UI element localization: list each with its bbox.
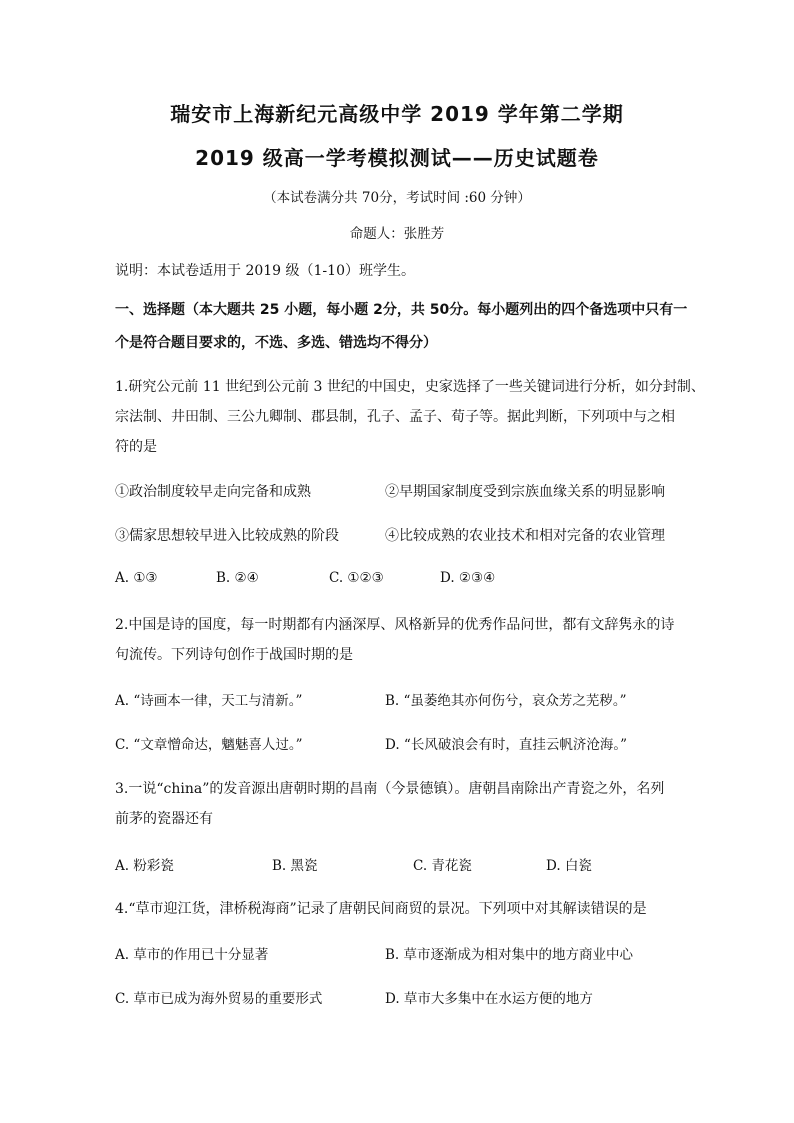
- q2-option-d: D. “长风破浪会有时，直挂云帆济沧海。”: [385, 737, 627, 753]
- q1-option-d: D. ②③④: [440, 570, 496, 586]
- q4-stem-line1: 4.“草市迎江货，津桥税海商”记录了唐朝民间商贸的景况。下列项中对其解读错误的是: [115, 901, 647, 917]
- q3-option-a: A. 粉彩瓷: [115, 858, 174, 874]
- q2-option-c: C. “文章憎命达，魑魅喜人过。”: [115, 737, 303, 753]
- q3-stem-line1: 3.一说“china”的发音源出唐朝时期的昌南（今景德镇）。唐朝昌南除出产青瓷之外，名列: [115, 781, 665, 797]
- q1-stem-line2: 宗法制、井田制、三公九卿制、郡县制，孔子、孟子、荀子等。据此判断，下列项中与之相: [115, 409, 675, 425]
- q1-option-a: A. ①③: [115, 570, 158, 586]
- exam-note: 说明：本试卷适用于 2019 级（1-10）班学生。: [115, 263, 415, 279]
- q1-option-b: B. ②④: [216, 570, 259, 586]
- q1-statement-1: ①政治制度较早走向完备和成熟: [115, 484, 311, 500]
- q1-statement-2: ②早期国家制度受到宗族血缘关系的明显影响: [385, 484, 665, 500]
- q2-option-b: B. “虽萎绝其亦何伤兮，哀众芳之芜秽。”: [385, 693, 627, 709]
- section-heading-line2: 个是符合题目要求的，不选、多选、错选均不得分）: [115, 335, 437, 351]
- q2-option-a: A. “诗画本一律，天工与清新。”: [115, 693, 303, 709]
- exam-info: （本试卷满分共 70分，考试时间 :60 分钟）: [263, 190, 531, 206]
- q4-option-b: B. 草市逐渐成为相对集中的地方商业中心: [385, 947, 634, 963]
- q4-option-d: D. 草市大多集中在水运方便的地方: [385, 991, 593, 1007]
- q1-stem-line1: 1.研究公元前 11 世纪到公元前 3 世纪的中国史，史家选择了一些关键词进行分析，如分封制、: [115, 379, 705, 395]
- q2-stem-line2: 句流传。下列诗句创作于战国时期的是: [115, 647, 353, 663]
- q1-option-c: C. ①②③: [329, 570, 384, 586]
- q3-option-d: D. 白瓷: [546, 858, 592, 874]
- q4-option-c: C. 草市已成为海外贸易的重要形式: [115, 991, 323, 1007]
- q3-stem-line2: 前茅的瓷器还有: [115, 811, 213, 827]
- q1-statement-4: ④比较成熟的农业技术和相对完备的农业管理: [385, 528, 665, 544]
- exam-author: 命题人：张胜芳: [349, 226, 445, 242]
- q3-option-b: B. 黑瓷: [272, 858, 318, 874]
- section-heading-line1: 一、选择题（本大题共 25 小题，每小题 2分，共 50分。每小题列出的四个备选项中只有一: [115, 302, 688, 318]
- q1-statement-3: ③儒家思想较早进入比较成熟的阶段: [115, 528, 339, 544]
- q2-stem-line1: 2.中国是诗的国度，每一时期都有内涵深厚、风格新异的优秀作品问世，都有文辞隽永的诗: [115, 617, 675, 633]
- q4-option-a: A. 草市的作用已十分显著: [115, 947, 269, 963]
- exam-title-line1: 瑞安市上海新纪元高级中学 2019 学年第二学期: [170, 102, 624, 126]
- q3-option-c: C. 青花瓷: [413, 858, 472, 874]
- exam-title-line2: 2019 级高一学考模拟测试——历史试题卷: [195, 146, 599, 170]
- q1-stem-line3: 符的是: [115, 439, 157, 455]
